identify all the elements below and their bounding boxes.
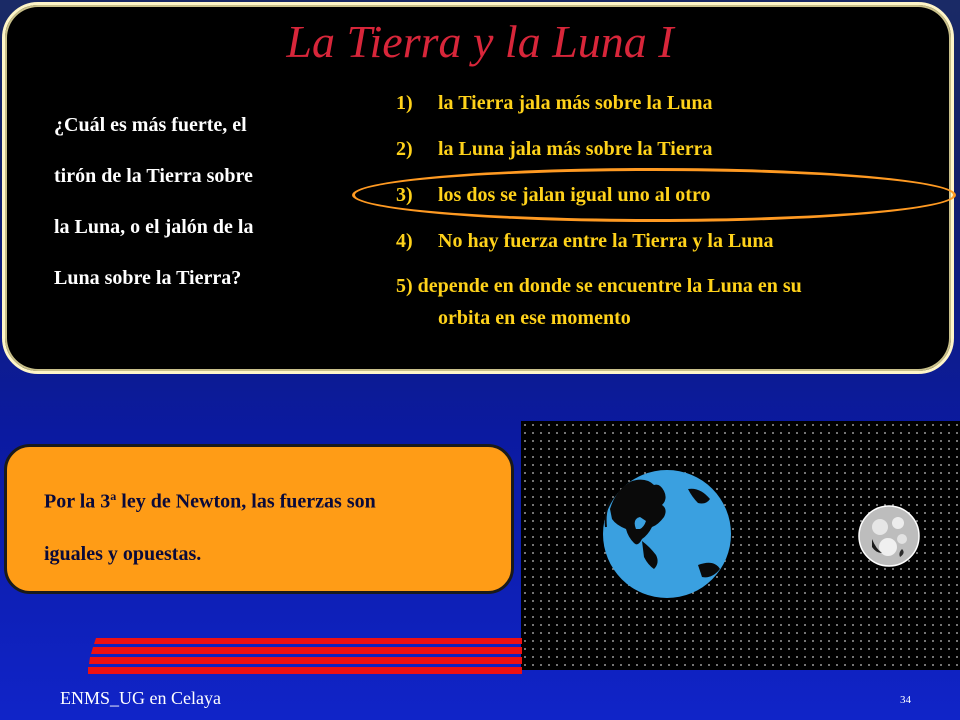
option-text: la Tierra jala más sobre la Luna [438, 92, 713, 114]
answer-line-2: iguales y opuestas. [44, 542, 202, 565]
question-text [54, 100, 354, 304]
option-4[interactable] [396, 230, 774, 253]
option-number: 5) [396, 275, 413, 297]
option-text: No hay fuerza entre la Tierra y la Luna [438, 230, 774, 252]
footer-institution: ENMS_UG en Celaya [60, 688, 221, 708]
option-number: 2) [396, 138, 413, 160]
answer-line-1: Por la 3$^a$ ley de Newton, las fuerzas son [44, 489, 376, 513]
question-line: tirón de la Tierra sobre [54, 165, 253, 187]
option-2[interactable] [396, 138, 712, 161]
correct-answer-highlight [352, 168, 956, 222]
option-text: los dos se jalan igual uno al otro [438, 184, 711, 206]
option-1[interactable] [396, 92, 712, 115]
question-line: ¿Cuál es más fuerte, el [54, 114, 247, 136]
slide-title: La Tierra y la Luna I [286, 16, 674, 67]
question-line: la Luna, o el jalón de la [54, 216, 254, 238]
option-5[interactable] [396, 270, 952, 334]
option-number: 4) [396, 230, 413, 252]
option-text: la Luna jala más sobre la Tierra [438, 138, 713, 160]
answer-text [44, 470, 504, 580]
question-line: Luna sobre la Tierra? [54, 267, 242, 289]
earth-globe-icon [602, 469, 732, 599]
option-number: 3) [396, 184, 413, 206]
moon-icon [858, 505, 920, 567]
option-text-continued: orbita en ese momento [438, 307, 631, 329]
option-text: depende en donde se encuentre la Luna en su [417, 275, 802, 297]
option-number: 1) [396, 92, 413, 114]
space-scene [521, 421, 960, 670]
page-number: 34 [900, 694, 911, 706]
decorative-stripes [88, 638, 522, 674]
